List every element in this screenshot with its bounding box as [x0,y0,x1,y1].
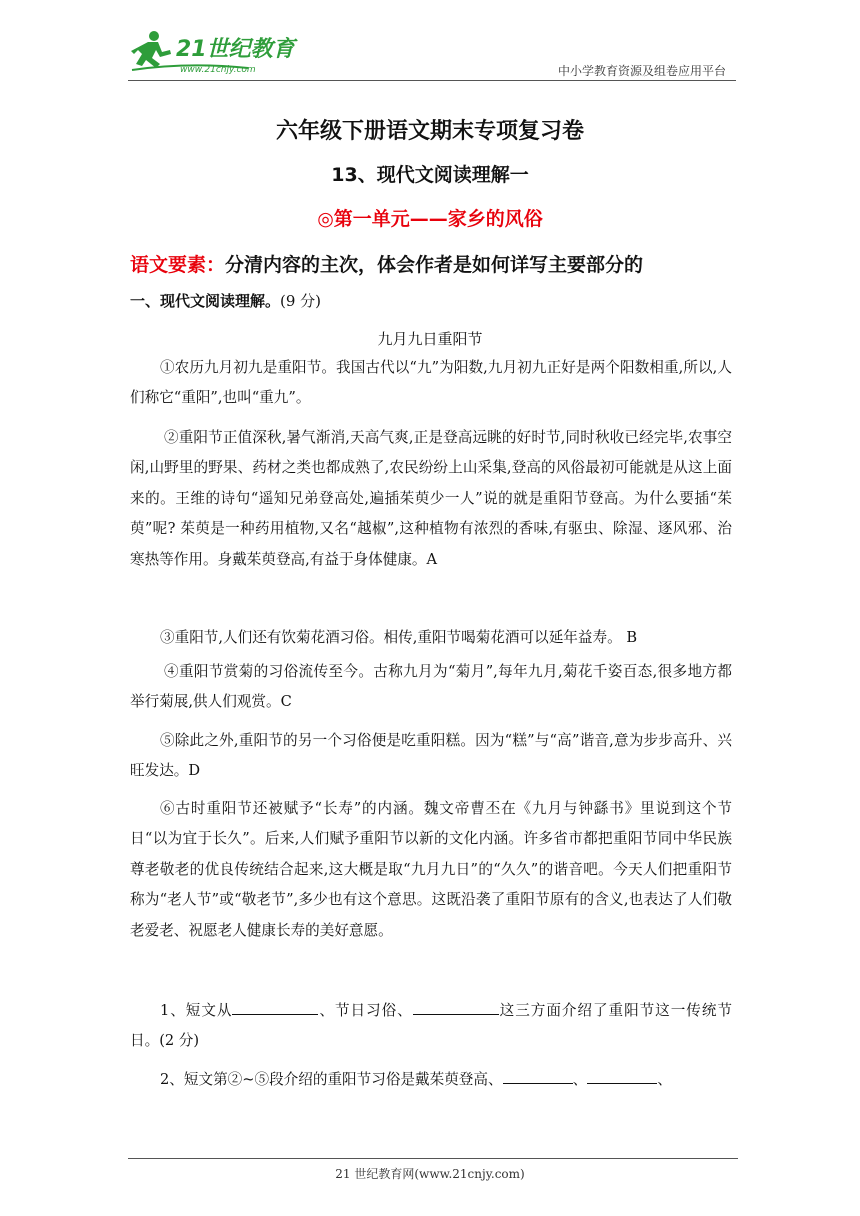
passage-paragraph-1: ①农历九月初九是重阳节。我国古代以“九”为阳数,九月初九正好是两个阳数相重,所以,人们称它“重阳”,也叫“重九”。 [130,359,732,407]
section-score: (9 分) [280,292,322,310]
unit-title: ◎第一单元——家乡的风俗 [317,208,543,230]
question-1-text-c: 这三方面介绍了重阳节这一传统节日。(2 分) [130,1002,732,1050]
question-1-text-a: 1、短文从 [160,1002,233,1019]
answer-blank-2[interactable] [413,998,499,1015]
question-1-text-b: 、节日习俗、 [318,1002,413,1019]
passage-paragraph-2: ②重阳节正值深秋,暑气渐消,天高气爽,正是登高远眺的好时节,同时秋收已经完毕,农事空闲,山野里的野果、药材之类也都成熟了,农民纷纷上山采集,登高的风俗最初可能就是从这上面来的。王维的诗句“遥知兄弟登高处,遍插茱萸少一人”说的就是重阳节登高。为什么要插“茱萸”呢? 茱萸是一种药用植物,又名“越椒”,这种植物有浓烈的香味,有驱虫、除湿、逐风邪、治寒热等作用。身戴茱萸登高,有益于身体健康。A [130,429,732,568]
language-requirement [130,250,643,277]
page-footer: 21 世纪教育网(www.21cnjy.com) [335,1167,525,1181]
question-2 [130,1065,732,1095]
svg-text:21世纪教育: 21世纪教育 [176,37,295,62]
page-subtitle: 13、现代文阅读理解一 [331,164,529,186]
question-2-separator-1: 、 [572,1071,588,1088]
passage-paragraph-5: ⑤除此之外,重阳节的另一个习俗便是吃重阳糕。因为“糕”与“高”谐音,意为步步高升、兴旺发达。D [130,732,732,780]
passage-paragraph-4: ④重阳节赏菊的习俗流传至今。古称九月为“菊月”,每年九月,菊花千姿百态,很多地方都举行菊展,供人们观赏。C [130,663,732,711]
section-heading-text: 一、现代文阅读理解。 [130,292,281,310]
answer-blank-4[interactable] [587,1067,657,1084]
answer-blank-1[interactable] [232,998,318,1015]
question-2-separator-2: 、 [657,1071,672,1088]
question-2-text-a: 2、短文第②~⑤段介绍的重阳节习俗是戴茱萸登高、 [160,1071,503,1088]
passage-title: 九月九日重阳节 [377,330,483,348]
header-platform-text: 中小学教育资源及组卷应用平台 [557,64,726,78]
page-header [128,28,734,80]
site-logo [128,28,328,76]
header-divider [128,80,736,81]
requirement-label: 语文要素： [130,254,226,276]
section-heading [130,290,321,311]
requirement-text: 分清内容的主次，体会作者是如何详写主要部分的 [225,254,644,276]
passage-paragraph-3: ③重阳节,人们还有饮菊花酒习俗。相传,重阳节喝菊花酒可以延年益寿。 B [160,629,638,646]
question-1 [130,996,732,1057]
svg-text:www.21cnjy.com: www.21cnjy.com [180,65,256,75]
page-title: 六年级下册语文期末专项复习卷 [275,119,584,144]
footer-divider [128,1158,738,1159]
passage-paragraph-6: ⑥古时重阳节还被赋予“长寿”的内涵。魏文帝曹丕在《九月与钟繇书》里说到这个节日“以为宜于长久”。后来,人们赋予重阳节以新的文化内涵。许多省市都把重阳节同中华民族尊老敬老的优良传统结合起来,这大概是取“九月九日”的“久久”的谐音吧。今天人们把重阳节称为“老人节”或“敬老节”,多少也有这个意思。这既沿袭了重阳节原有的含义,也表达了人们敬老爱老、祝愿老人健康长寿的美好意愿。 [130,800,732,939]
answer-blank-3[interactable] [503,1067,573,1084]
